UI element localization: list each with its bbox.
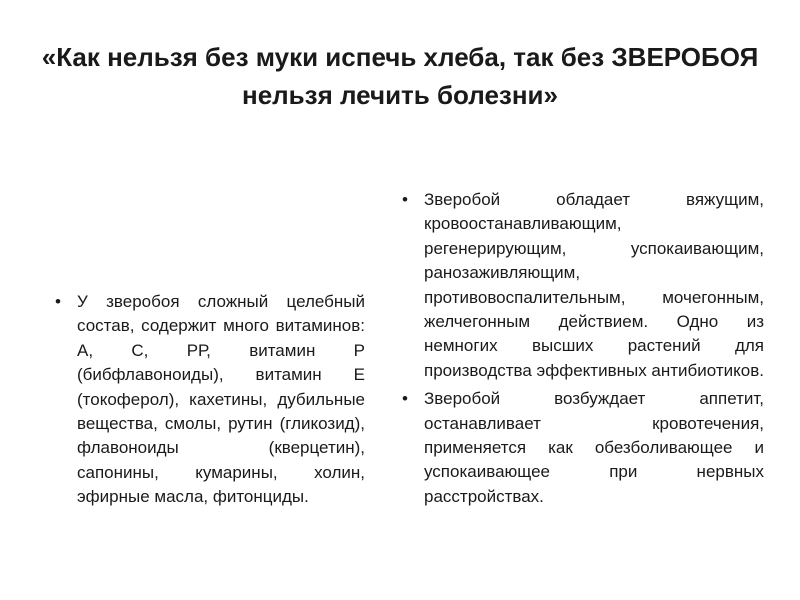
bullet-item-composition [55,290,365,510]
bullet-icon: • [402,389,408,409]
bullet-icon: • [402,190,408,209]
slide-title: «Как нельзя без муки испечь хлеба, так без ЗВЕРОБОЯ нельзя лечить болезни» [41,42,759,110]
bullet-item-effects [402,387,764,509]
bullet-text: Зверобой возбуждает аппетит, останавливает кровотечения, применяется как обезболивающее и успокаивающее при нервных расстройствах. [424,389,764,506]
right-bullet-list [402,188,764,511]
bullet-text: У зверобоя сложный целебный состав, содержит много витаминов: А, С, РР, витамин Р (бибфлавоноиды), витамин Е (токоферол), кахетины, дубильные вещества, смолы, рутин (гликозид), флавоноиды (кверцетин), сапонины, кумарины, холин, эфирные масла, фитонциды. [77,292,365,507]
bullet-text: Зверобой обладает вяжущим, кровоостанавливающим, регенерирующим, успокаивающим, ранозаживляющим, противовоспалительным, мочегонным, желчегонным действием. Одно из немногих высших растений для производства эффективных антибиотиков. [424,190,764,380]
bullet-icon: • [55,292,61,311]
bullet-item-properties [402,188,764,383]
left-bullet-list [55,290,365,512]
